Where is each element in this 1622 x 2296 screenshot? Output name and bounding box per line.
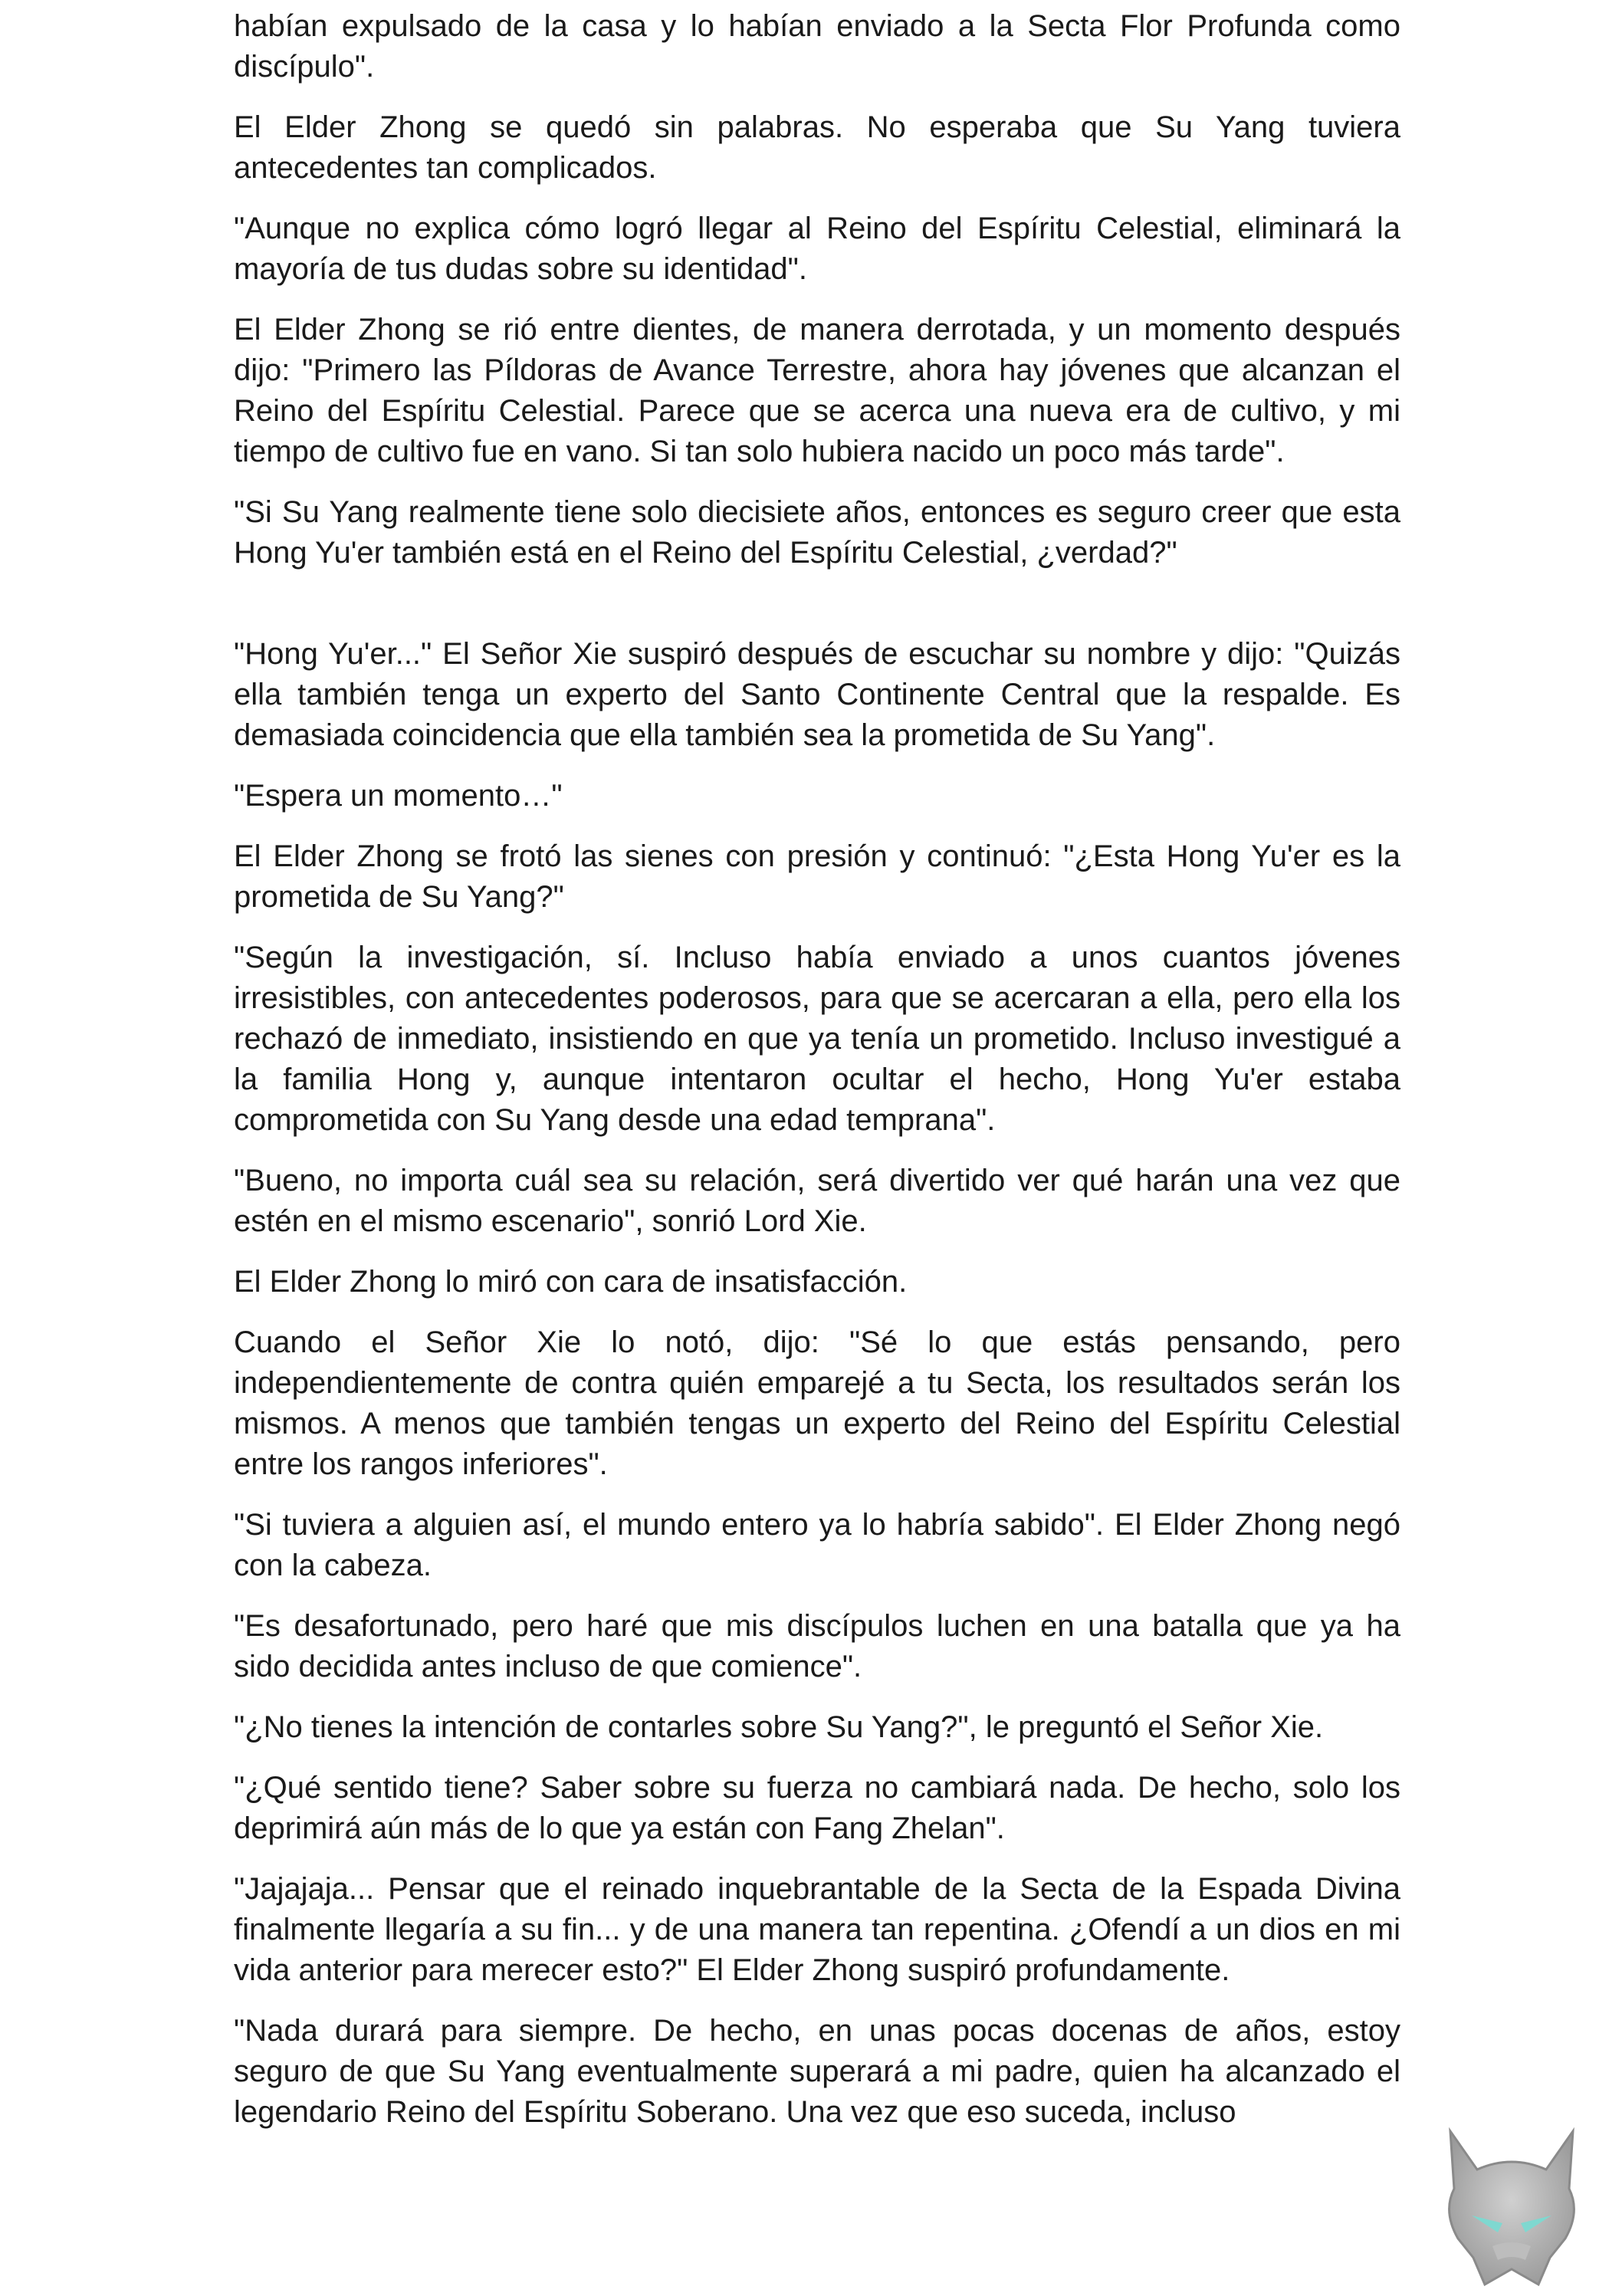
paragraph-6: "Hong Yu'er..." El Señor Xie suspiró después de escuchar su nombre y dijo: "Quizás ella también tenga un experto del Santo Continente Central que la respalde. Es demasiada coincidencia que ella también sea la prometida de Su Yang". <box>234 637 1400 752</box>
paragraph-18: "Nada durará para siempre. De hecho, en unas pocas docenas de años, estoy seguro de que Su Yang eventualmente superará a mi padre, quien ha alcanzado el legendario Reino del Espíritu Soberano. Una vez que eso suceda, incluso <box>234 2014 1400 2129</box>
paragraph-3: "Aunque no explica cómo logró llegar al Reino del Espíritu Celestial, eliminará la mayoría de tus dudas sobre su identidad". <box>234 212 1400 286</box>
paragraph-11: El Elder Zhong lo miró con cara de insatisfacción. <box>234 1265 908 1299</box>
paragraph-15: "¿No tienes la intención de contarles sobre Su Yang?", le preguntó el Señor Xie. <box>234 1710 1324 1744</box>
paragraph-14: "Es desafortunado, pero haré que mis discípulos luchen en una batalla que ya ha sido decidida antes incluso de que comience". <box>234 1609 1400 1683</box>
paragraph-10: "Bueno, no importa cuál sea su relación, será divertido ver qué harán una vez que estén en el mismo escenario", sonrió Lord Xie. <box>234 1164 1400 1238</box>
paragraph-1: habían expulsado de la casa y lo habían enviado a la Secta Flor Profunda como discípulo". <box>234 9 1400 84</box>
paragraph-12: Cuando el Señor Xie lo notó, dijo: "Sé lo que estás pensando, pero independientemente de contra quién emparejé a tu Secta, los resultados serán los mismos. A menos que también tengas un experto del Reino del Espíritu Celestial entre los rangos inferiores". <box>234 1325 1400 1481</box>
paragraph-16: "¿Qué sentido tiene? Saber sobre su fuerza no cambiará nada. De hecho, solo los deprimirá aún más de lo que ya están con Fang Zhelan". <box>234 1771 1400 1845</box>
paragraph-7: "Espera un momento…" <box>234 779 563 813</box>
demon-head-logo-icon <box>1435 2124 1588 2292</box>
paragraph-17: "Jajajaja... Pensar que el reinado inquebrantable de la Secta de la Espada Divina finalmente llegaría a su fin... y de una manera tan repentina. ¿Ofendí a un dios en mi vida anterior para merecer esto?" El Elder Zhong suspiró profundamente. <box>234 1872 1400 1987</box>
document-page <box>234 6 1400 2153</box>
paragraph-13: "Si tuviera a alguien así, el mundo entero ya lo habría sabido". El Elder Zhong negó con la cabeza. <box>234 1508 1400 1582</box>
paragraph-2: El Elder Zhong se quedó sin palabras. No esperaba que Su Yang tuviera antecedentes tan complicados. <box>234 110 1400 185</box>
paragraph-5: "Si Su Yang realmente tiene solo diecisiete años, entonces es seguro creer que esta Hong Yu'er también está en el Reino del Espíritu Celestial, ¿verdad?" <box>234 495 1400 570</box>
paragraph-8: El Elder Zhong se frotó las sienes con presión y continuó: "¿Esta Hong Yu'er es la prometida de Su Yang?" <box>234 839 1400 914</box>
paragraph-4: El Elder Zhong se rió entre dientes, de manera derrotada, y un momento después dijo: "Primero las Píldoras de Avance Terrestre, ahora hay jóvenes que alcanzan el Reino del Espíritu Celestial. Parece que se acerca una nueva era de cultivo, y mi tiempo de cultivo fue en vano. Si tan solo hubiera nacido un poco más tarde". <box>234 313 1400 468</box>
paragraph-9: "Según la investigación, sí. Incluso había enviado a unos cuantos jóvenes irresistibles, con antecedentes poderosos, para que se acercaran a ella, pero ella los rechazó de inmediato, insistiendo en que ya tenía un prometido. Incluso investigué a la familia Hong y, aunque intentaron ocultar el hecho, Hong Yu'er estaba comprometida con Su Yang desde una edad temprana". <box>234 941 1400 1137</box>
